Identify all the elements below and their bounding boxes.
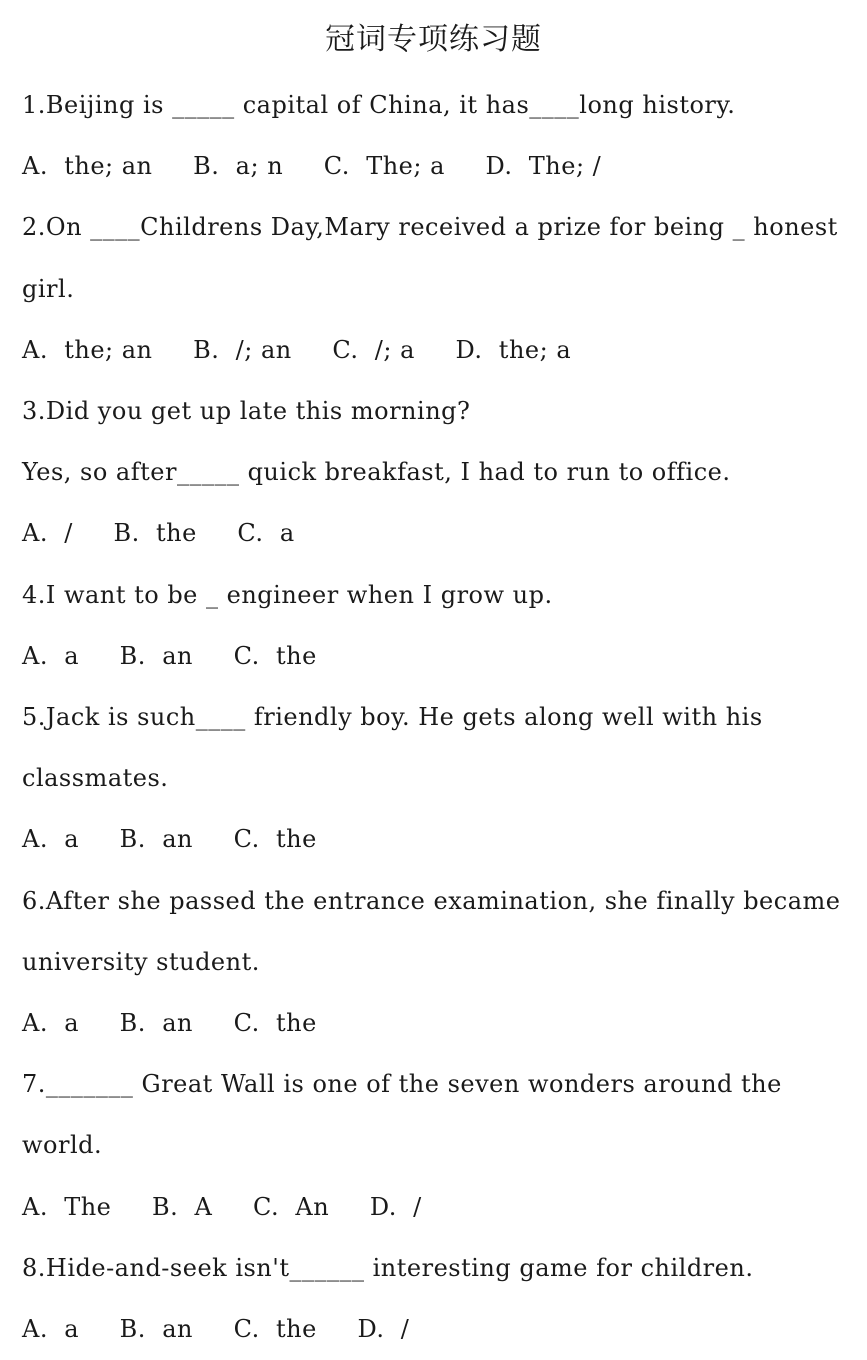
question-text-line: Yes, so after_____ quick breakfast, I had to run to office.	[22, 458, 731, 487]
question-text-line: 3.Did you get up late this morning?	[22, 397, 471, 425]
question-text-line: 4.I want to be _ engineer when I grow up.	[22, 580, 553, 609]
answer-options-line: A. the; an B. /; an C. /; a D. the; a	[22, 335, 572, 364]
question-text-line: girl.	[22, 274, 75, 303]
answer-options-line: A. / B. the C. a	[22, 519, 295, 548]
question-text-line: 5.Jack is such____ friendly boy. He gets along well with his	[22, 703, 763, 731]
answer-options-line: A. a B. an C. the	[22, 1009, 317, 1037]
question-text-line: classmates.	[22, 764, 169, 793]
answer-options-line: A. The B. A C. An D. /	[22, 1192, 422, 1221]
question-text-line: world.	[22, 1131, 103, 1160]
question-text-line: 1.Beijing is _____ capital of China, it has____long history.	[22, 91, 736, 119]
answer-options-line: A. a B. an C. the	[22, 641, 317, 670]
question-text-line: 8.Hide-and-seek isn't______ interesting game for children.	[22, 1253, 754, 1282]
answer-options-line: A. a B. an C. the	[22, 825, 317, 854]
answer-options-line: A. a B. an C. the D. /	[22, 1315, 410, 1343]
question-text-line: 7._______ Great Wall is one of the seven wonders around the	[22, 1070, 782, 1099]
question-text-line: 2.On ____Childrens Day,Mary received a prize for being _ honest	[22, 213, 838, 242]
question-text-line: 6.After she passed the entrance examination, she finally became	[22, 886, 841, 915]
page-title: 冠词专项练习题	[325, 22, 542, 57]
answer-options-line: A. the; an B. a; n C. The; a D. The; /	[22, 152, 602, 181]
question-text-line: university student.	[22, 947, 260, 976]
